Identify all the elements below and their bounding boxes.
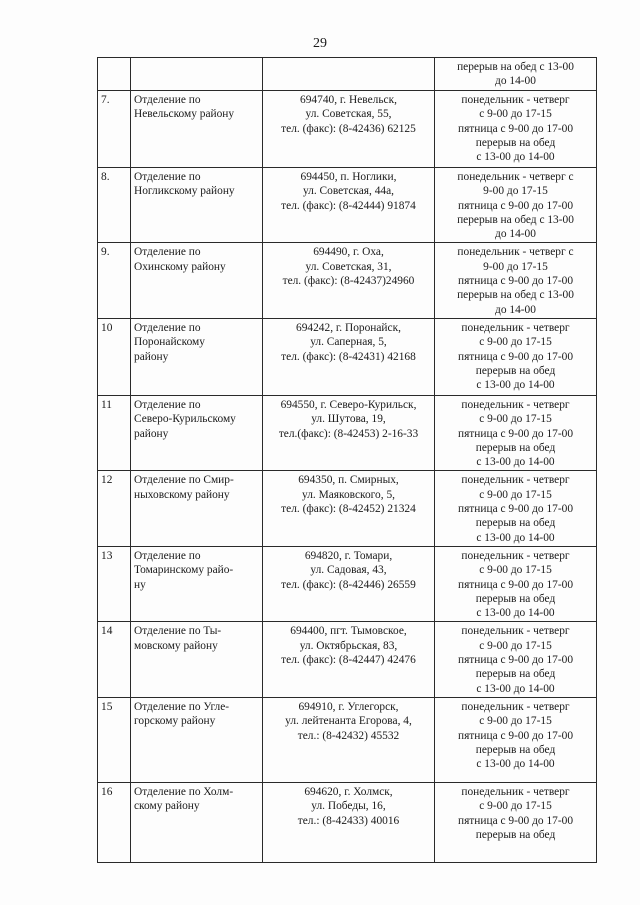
cell-number: 16	[98, 782, 131, 862]
cell-number: 13	[98, 546, 131, 621]
cell-hours	[435, 58, 597, 91]
office-name-line: району	[134, 350, 169, 363]
address-line: тел. (факс): (8-42431) 42168	[281, 350, 416, 363]
cell-number: 14	[98, 622, 131, 697]
hours-line: пятница с 9-00 до 17-00	[457, 350, 574, 363]
hours-line: пятница с 9-00 до 17-00	[457, 275, 574, 288]
address-line: ул. Победы, 16,	[311, 800, 386, 813]
hours-line: с 13-00 до 14-00	[476, 531, 555, 544]
office-name-line: скому району	[134, 800, 200, 813]
hours-line: перерыв на обед	[475, 592, 556, 605]
address-line: 694450, п. Ноглики,	[300, 171, 397, 183]
cell-office-name	[131, 622, 263, 697]
hours-line: с 9-00 до 17-15	[479, 488, 552, 501]
address-line: ул. Советская, 31,	[305, 260, 392, 273]
hours-line: пятница с 9-00 до 17-00	[457, 578, 574, 591]
address-line: 694350, п. Смирных,	[298, 474, 399, 487]
hours-line: перерыв на обед с 13-00	[457, 213, 574, 226]
hours-line: понедельник - четверг с	[457, 171, 574, 183]
address-line: ул. лейтенанта Егорова, 4,	[285, 715, 412, 728]
table-row	[98, 243, 597, 318]
hours-line: пятница с 9-00 до 17-00	[457, 199, 574, 212]
hours-line: с 9-00 до 17-15	[479, 564, 552, 577]
hours-line: 9-00 до 17-15	[483, 185, 548, 198]
table-row	[98, 395, 597, 470]
table-row	[98, 697, 597, 782]
hours-line: пятница с 9-00 до 17-00	[457, 427, 574, 440]
hours-line: с 9-00 до 17-15	[479, 800, 552, 813]
address-line: ул. Октябрьская, 83,	[299, 639, 398, 652]
cell-hours	[435, 546, 597, 621]
hours-line: с 9-00 до 17-15	[479, 108, 552, 121]
hours-line: перерыв на обед	[475, 743, 556, 756]
address-line: 694550, г. Северо-Курильск,	[280, 398, 417, 411]
hours-line: понедельник - четверг	[461, 785, 570, 798]
offices-table-body	[98, 58, 597, 863]
hours-line: с 13-00 до 14-00	[476, 682, 555, 695]
cell-office-name	[131, 782, 263, 862]
office-name-line: району	[134, 427, 169, 440]
cell-number: 11	[98, 395, 131, 470]
address-line: 694910, г. Углегорск,	[298, 700, 399, 713]
hours-line: пятница с 9-00 до 17-00	[457, 503, 574, 516]
hours-line: перерыв на обед	[475, 668, 556, 681]
office-name-line: Томаринскому райо-	[134, 564, 234, 577]
address-line: тел.: (8-42433) 40016	[297, 814, 400, 827]
hours-line: 9-00 до 17-15	[483, 260, 548, 273]
office-name-line: Охинскому району	[134, 260, 226, 273]
cell-office-name	[131, 471, 263, 546]
hours-line: с 13-00 до 14-00	[476, 151, 555, 164]
offices-table	[97, 57, 597, 863]
cell-hours	[435, 318, 597, 395]
cell-office-name	[131, 318, 263, 395]
office-name-line: ну	[134, 578, 146, 591]
address-line: ул. Маяковского, 5,	[302, 488, 395, 501]
hours-line: понедельник - четверг	[461, 700, 570, 713]
address-line: 694242, г. Поронайск,	[296, 321, 401, 334]
cell-address	[263, 243, 435, 318]
hours-line: с 13-00 до 14-00	[476, 758, 555, 771]
cell-hours	[435, 168, 597, 243]
hours-line: пятница с 9-00 до 17-00	[457, 814, 574, 827]
hours-line: перерыв на обед с 13-00	[457, 289, 574, 302]
table-row	[98, 91, 597, 168]
hours-line: с 13-00 до 14-00	[476, 607, 555, 620]
cell-address	[263, 58, 435, 91]
address-line: тел.(факс): (8-42453) 2-16-33	[278, 427, 419, 440]
hours-line: перерыв на обед	[475, 517, 556, 530]
hours-line: до 14-00	[495, 303, 536, 316]
office-name-line: Отделение по Ты-	[134, 625, 222, 638]
cell-hours	[435, 697, 597, 782]
hours-line: перерыв на обед	[475, 364, 556, 377]
cell-office-name	[131, 168, 263, 243]
hours-line: понедельник - четверг	[461, 474, 570, 487]
hours-line: перерыв на обед	[475, 136, 556, 149]
address-line: ул. Советская, 44а,	[302, 185, 395, 198]
cell-number: 10	[98, 318, 131, 395]
address-line: тел. (факс): (8-42436) 62125	[281, 122, 416, 135]
cell-number: 7.	[98, 91, 131, 168]
address-line: тел. (факс): (8-42437)24960	[282, 275, 415, 288]
office-name-line: мовскому району	[134, 639, 218, 652]
cell-address	[263, 622, 435, 697]
hours-line: понедельник - четверг	[461, 625, 570, 638]
hours-line: пятница с 9-00 до 17-00	[457, 654, 574, 667]
page-number: 29	[313, 36, 327, 51]
office-name-line: Отделение по	[134, 246, 201, 259]
cell-address	[263, 91, 435, 168]
hours-line: понедельник - четверг	[461, 398, 570, 411]
hours-line: с 9-00 до 17-15	[479, 715, 552, 728]
hours-line: понедельник - четверг с	[457, 246, 574, 259]
hours-line: понедельник - четверг	[461, 321, 570, 334]
cell-address	[263, 318, 435, 395]
hours-line: перерыв на обед	[475, 441, 556, 454]
office-name-line: Отделение по	[134, 398, 201, 411]
hours-line: с 13-00 до 14-00	[476, 456, 555, 469]
address-line: ул. Советская, 55,	[305, 108, 392, 121]
hours-line: понедельник - четверг	[461, 549, 570, 562]
hours-line: до 14-00	[495, 228, 536, 241]
cell-number: 9.	[98, 243, 131, 318]
address-line: ул. Садовая, 43,	[310, 564, 387, 577]
cell-address	[263, 168, 435, 243]
cell-hours	[435, 782, 597, 862]
office-name-line: Отделение по	[134, 549, 201, 562]
hours-line: до 14-00	[495, 75, 536, 88]
cell-hours	[435, 243, 597, 318]
cell-office-name	[131, 546, 263, 621]
hours-line: перерыв на обед с 13-00	[457, 61, 574, 73]
table-row	[98, 546, 597, 621]
cell-hours	[435, 471, 597, 546]
cell-number: 8.	[98, 168, 131, 243]
address-line: тел. (факс): (8-42452) 21324	[281, 503, 416, 516]
table-row	[98, 318, 597, 395]
office-name-line: Северо-Курильскому	[134, 413, 236, 426]
cell-address	[263, 395, 435, 470]
cell-hours	[435, 91, 597, 168]
cell-number: 15	[98, 697, 131, 782]
office-name-line: Отделение по Смир-	[134, 474, 234, 487]
office-name-line: Отделение по	[134, 171, 201, 183]
address-line: 694740, г. Невельск,	[300, 94, 397, 106]
address-line: 694620, г. Холмск,	[304, 785, 393, 798]
office-name-line: Отделение по	[134, 94, 201, 106]
hours-line: с 9-00 до 17-15	[479, 336, 552, 349]
address-line: 694400, пгт. Тымовское,	[290, 625, 407, 638]
address-line: ул. Шутова, 19,	[311, 413, 386, 426]
address-line: 694820, г. Томари,	[304, 549, 393, 562]
address-line: 694490, г. Оха,	[313, 246, 384, 259]
cell-address	[263, 471, 435, 546]
table-row	[98, 471, 597, 546]
cell-hours	[435, 622, 597, 697]
cell-office-name	[131, 395, 263, 470]
cell-hours	[435, 395, 597, 470]
office-name-line: Ногликскому району	[134, 185, 235, 198]
hours-line: с 13-00 до 14-00	[476, 379, 555, 392]
address-line: тел.: (8-42432) 45532	[297, 729, 400, 742]
cell-address	[263, 546, 435, 621]
address-line: тел. (факс): (8-42446) 26559	[281, 578, 416, 591]
address-line: тел. (факс): (8-42447) 42476	[281, 654, 416, 667]
hours-line: перерыв на обед	[475, 828, 556, 841]
hours-line: с 9-00 до 17-15	[479, 639, 552, 652]
office-name-line: Отделение по Угле-	[134, 700, 230, 713]
hours-line: понедельник - четверг	[461, 94, 570, 106]
cell-number: 12	[98, 471, 131, 546]
cell-office-name	[131, 697, 263, 782]
office-name-line: Поронайскому	[134, 336, 205, 349]
table-row	[98, 622, 597, 697]
office-name-line: Отделение по	[134, 321, 201, 334]
cell-number	[98, 58, 131, 91]
hours-line: с 9-00 до 17-15	[479, 413, 552, 426]
hours-line: пятница с 9-00 до 17-00	[457, 122, 574, 135]
cell-office-name	[131, 58, 263, 91]
address-line: тел. (факс): (8-42444) 91874	[281, 199, 416, 212]
hours-line: пятница с 9-00 до 17-00	[457, 729, 574, 742]
office-name-line: Отделение по Холм-	[134, 785, 234, 798]
table-row	[98, 782, 597, 862]
cell-address	[263, 697, 435, 782]
table-row-continued	[98, 58, 597, 91]
office-name-line: Невельскому району	[134, 108, 235, 121]
cell-office-name	[131, 91, 263, 168]
office-name-line: горскому району	[134, 715, 216, 728]
cell-office-name	[131, 243, 263, 318]
address-line: ул. Саперная, 5,	[310, 336, 387, 349]
office-name-line: ныховскому району	[134, 488, 230, 501]
cell-address	[263, 782, 435, 862]
table-row	[98, 168, 597, 243]
